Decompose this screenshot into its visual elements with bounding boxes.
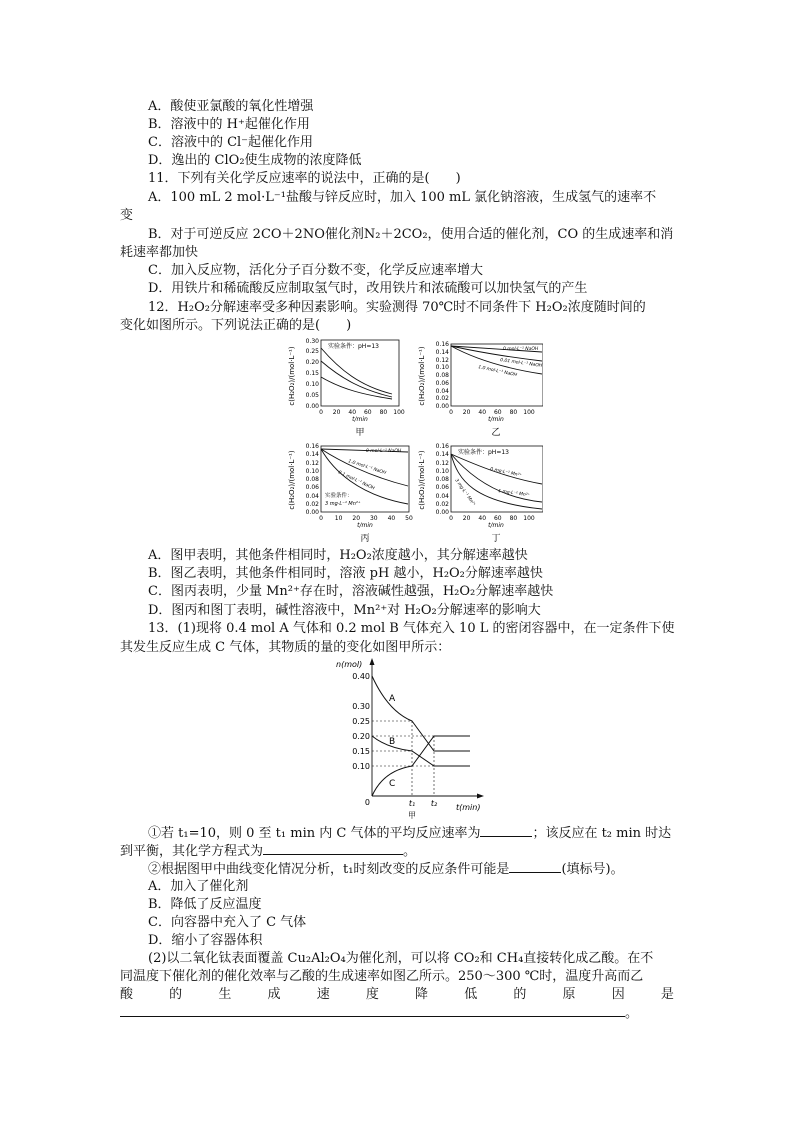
chart-yi-ylabel: c(H₂O₂)/(mol·L⁻¹) — [418, 346, 426, 406]
chart-yi-ytick: 0.00 — [435, 403, 449, 410]
chart-ding-xtick: 40 — [478, 515, 487, 522]
chart-bing-ytick: 0.10 — [305, 468, 319, 475]
chart-jia-ytick: 0.00 — [305, 403, 319, 410]
chart-yi — [418, 336, 543, 438]
chart-ding-ylabel: c(H₂O₂)/(mol·L⁻¹) — [418, 450, 426, 510]
q13-part2-end: 。 — [625, 1006, 639, 1021]
chart-bing-condition: 实验条件： — [325, 493, 353, 499]
chart-bing-ytick: 0.06 — [305, 484, 319, 491]
chart-yi-frame — [451, 344, 543, 406]
q13-graph-label-c: C — [389, 779, 396, 789]
chart-ding-xlabel: t/min — [488, 522, 504, 529]
q10-option-b: B．溶液中的 H⁺起催化作用 — [148, 117, 310, 132]
q13-part2-char: 低 — [464, 987, 478, 1002]
chart-ding-ytick: 0.10 — [435, 468, 449, 475]
q13-graph-ytick: 0.40 — [352, 672, 370, 681]
q13-part2-char: 速 — [316, 987, 330, 1002]
chart-ding-ytick: 0.08 — [435, 476, 449, 483]
q13-graph-ytick: 0.10 — [352, 762, 370, 771]
chart-bing — [288, 440, 413, 544]
q11-option-a-cont: 变 — [120, 208, 134, 223]
q11-option-b-cont: 耗速率都加快 — [120, 245, 199, 260]
chart-yi-ytick: 0.16 — [435, 341, 449, 348]
chart-jia-xlabel: t/min — [352, 416, 368, 423]
chart-yi-xtick: 80 — [509, 409, 518, 416]
chart-jia-ytick: 0.30 — [305, 338, 319, 345]
chart-ding-ytick: 0.06 — [435, 484, 449, 491]
chart-bing-caption: 丙 — [360, 534, 370, 544]
chart-yi-xtick: 40 — [478, 409, 487, 416]
q11-option-c: C．加入反应物，活化分子百分数不变，化学反应速率增大 — [148, 263, 483, 278]
q13-part2-char: 原 — [562, 987, 576, 1002]
chart-ding-xtick: 0 — [449, 515, 453, 522]
chart-bing-xlabel: t/min — [357, 522, 373, 529]
chart-yi-xtick: 100 — [523, 409, 535, 416]
chart-ding-ytick: 0.04 — [435, 493, 449, 500]
chart-yi-label-1naoh: 1.0 mol·L⁻¹ NaOH — [477, 365, 518, 379]
chart-ding-condition: 实验条件：pH=13 — [458, 449, 509, 456]
chart-jia-curve-1 — [321, 348, 392, 394]
q13-sub1-text-b: ；该反应在 t₂ min 时达 — [532, 826, 672, 841]
q13-sub1-text-c: 到平衡，其化学方程式为 — [120, 844, 264, 859]
q13-part2-char: 成 — [267, 987, 281, 1002]
chart-jia-ytick: 0.05 — [305, 392, 319, 399]
chart-yi-ytick: 0.08 — [435, 372, 449, 379]
q13-sub1 — [148, 824, 671, 842]
chart-yi-xtick: 60 — [493, 409, 502, 416]
q13-part2-cont: 同温度下催化剂的催化效率与乙酸的生成速率如图乙所示。250～300 ℃时，温度升高而乙 — [120, 969, 644, 984]
chart-jia-xtick: 20 — [332, 409, 341, 416]
chart-bing-ylabel: c(H₂O₂)/(mol·L⁻¹) — [288, 450, 296, 510]
q13-answer-blank-rate[interactable] — [480, 824, 532, 837]
chart-jia-caption: 甲 — [355, 428, 365, 438]
chart-ding-label-3mn: 3 mg·L⁻¹ Mn²⁺ — [453, 478, 476, 508]
chart-ding-ytick: 0.00 — [435, 509, 449, 516]
q13-option-b: B．降低了反应温度 — [148, 897, 262, 912]
q13-part2-char: 酸 — [120, 987, 134, 1002]
chart-yi-xlabel: t/min — [488, 416, 504, 423]
chart-bing-label-01naoh: 0.1 mol·L⁻¹ NaOH — [337, 470, 376, 492]
q12-option-c: C．图丙表明，少量 Mn²⁺存在时，溶液碱性越强，H₂O₂分解速率越快 — [148, 584, 554, 599]
q13-part2-char: 度 — [365, 987, 379, 1002]
chart-ding-ytick: 0.16 — [435, 443, 449, 450]
q11-option-d: D．用铁片和稀硫酸反应制取氢气时，改用铁片和浓硫酸可以加快氢气的产生 — [148, 281, 588, 296]
q13-part2-char: 生 — [218, 987, 232, 1002]
chart-bing-label-0naoh: 0 mol·L⁻¹ NaOH — [366, 449, 402, 454]
q12-option-b: B．图乙表明，其他条件相同时，溶液 pH 越小，H₂O₂分解速率越快 — [148, 566, 543, 581]
q11-stem: 11．下列有关化学反应速率的说法中，正确的是( ) — [148, 171, 461, 186]
chart-yi-xtick: 0 — [449, 409, 453, 416]
q13-graph-x-arrow — [477, 794, 484, 799]
chart-yi-label-001naoh: 0.01 mol·L⁻¹ NaOH — [499, 358, 543, 369]
q13-part2-char: 的 — [169, 987, 183, 1002]
q13-part2-answer-line — [120, 1004, 638, 1022]
chart-ding-xtick: 100 — [523, 515, 535, 522]
q13-part2-char: 降 — [415, 987, 429, 1002]
q13-graph-label-a: A — [389, 694, 396, 704]
chart-yi-label-0naoh: 0 mol·L⁻¹ NaOH — [503, 347, 539, 352]
chart-ding-ytick: 0.12 — [435, 460, 449, 467]
chart-ding-ytick: 0.02 — [435, 501, 449, 508]
q13-answer-blank-equation[interactable] — [263, 842, 403, 855]
chart-jia-condition: 实验条件：pH=13 — [328, 343, 379, 350]
q13-part2: (2)以二氧化钛表面覆盖 Cu₂Al₂O₄为催化剂，可以将 CO₂和 CH₄直接转化成乙酸。在不 — [148, 951, 654, 966]
chart-jia-ytick: 0.15 — [305, 370, 319, 377]
chart-yi-caption: 乙 — [491, 428, 501, 438]
chart-jia-curve-3 — [321, 377, 392, 399]
chart-jia-ytick: 0.10 — [305, 381, 319, 388]
q10-option-d: D．逸出的 ClO₂使生成物的浓度降低 — [148, 153, 362, 168]
q13-graph-caption: 甲 — [408, 811, 416, 820]
q13-sub2 — [148, 860, 624, 878]
q13-sub1-cont — [120, 842, 416, 860]
q13-part2-char: 的 — [513, 987, 527, 1002]
q13-graph-ytick: 0.30 — [352, 702, 370, 711]
chart-jia-ytick: 0.25 — [305, 348, 319, 355]
chart-bing-xtick: 40 — [387, 515, 396, 522]
chart-yi-ytick: 0.06 — [435, 380, 449, 387]
chart-bing-ytick: 0.08 — [305, 476, 319, 483]
chart-bing-xtick: 50 — [405, 515, 413, 522]
q10-option-a: A．酸使亚氯酸的氧化性增强 — [148, 99, 314, 114]
q13-graph-ytick: 0.25 — [352, 717, 370, 726]
chart-bing-ytick: 0.02 — [305, 501, 319, 508]
q13-graph-y-arrow — [370, 658, 375, 665]
q13-graph-xlabel: t(min) — [456, 803, 481, 812]
chart-jia-xtick: 60 — [363, 409, 372, 416]
chart-yi-ytick: 0.02 — [435, 395, 449, 402]
chart-yi-ytick: 0.14 — [435, 349, 449, 356]
chart-jia-ylabel: c(H₂O₂)/(mol·L⁻¹) — [288, 346, 296, 406]
chart-bing-ytick: 0.12 — [305, 460, 319, 467]
q12-stem: 12．H₂O₂分解速率受多种因素影响。实验测得 70℃时不同条件下 H₂O₂浓度随时间的 — [148, 300, 646, 315]
q13-part2-char: 因 — [611, 987, 625, 1002]
q13-option-d: D．缩小了容器体积 — [148, 933, 263, 948]
q13-graph — [330, 656, 490, 820]
q12-stem-cont: 变化如图所示。下列说法正确的是( ) — [120, 318, 352, 333]
chart-jia-xtick: 0 — [319, 409, 323, 416]
chart-bing-xtick: 20 — [352, 515, 361, 522]
chart-ding — [418, 440, 543, 544]
chart-ding-label-0mn: 0 mg·L⁻¹ Mn²⁺ — [489, 467, 522, 479]
q13-graph-curve-a — [372, 676, 470, 751]
q13-stem-cont: 其发生反应生成 C 气体，其物质的量的变化如图甲所示： — [120, 640, 451, 655]
chart-bing-ytick: 0.00 — [305, 509, 319, 516]
q13-answer-blank-option[interactable] — [509, 860, 561, 873]
chart-yi-ytick: 0.04 — [435, 388, 449, 395]
q11-option-a: A．100 mL 2 mol·L⁻¹盐酸与锌反应时，加入 100 mL 氯化钠溶液，生成氢气的速率不 — [148, 190, 657, 205]
q13-graph-xtick-t2: t₂ — [430, 799, 438, 808]
chart-bing-ytick: 0.14 — [305, 451, 319, 458]
q13-option-c: C．向容器中充入了 C 气体 — [148, 915, 307, 930]
chart-jia-xtick: 80 — [379, 409, 388, 416]
q12-option-a: A．图甲表明，其他条件相同时，H₂O₂浓度越小，其分解速率越快 — [148, 548, 528, 563]
q13-graph-label-b: B — [389, 737, 396, 747]
chart-ding-ytick: 0.14 — [435, 451, 449, 458]
q13-graph-xtick-t1: t₁ — [408, 799, 416, 808]
chart-bing-xtick: 0 — [319, 515, 323, 522]
chart-bing-label-1naoh: 1.0 mol·L⁻¹ NaOH — [347, 459, 387, 477]
chart-bing-condition-mn: 3 mg·L⁻¹ Mn²⁺ — [325, 501, 361, 507]
chart-yi-xtick: 20 — [462, 409, 471, 416]
q13-part2-char: 是 — [660, 987, 674, 1002]
q13-graph-ylabel: n(mol) — [336, 660, 363, 669]
chart-bing-xtick: 30 — [369, 515, 378, 522]
chart-bing-ytick: 0.16 — [305, 443, 319, 450]
q13-sub1-text: ①若 t₁=10，则 0 至 t₁ min 内 C 气体的平均反应速率为 — [148, 826, 481, 841]
q12-option-d: D．图丙和图丁表明，碱性溶液中，Mn²⁺对 H₂O₂分解速率的影响大 — [148, 603, 541, 618]
q13-graph-ytick: 0.15 — [352, 747, 370, 756]
chart-jia-ytick: 0.20 — [305, 359, 319, 366]
chart-bing-ytick: 0.04 — [305, 493, 319, 500]
q13-sub2-text: ②根据图甲中曲线变化情况分析，t₁时刻改变的反应条件可能是 — [148, 862, 510, 877]
chart-yi-ytick: 0.10 — [435, 364, 449, 371]
q13-part2-justified — [120, 986, 674, 1003]
chart-yi-ytick: 0.12 — [435, 357, 449, 364]
q11-option-b: B．对于可逆反应 2CO＋2NO催化剂N₂＋2CO₂，使用合适的催化剂，CO 的生成速率和消 — [148, 227, 674, 242]
chart-ding-xtick: 80 — [509, 515, 518, 522]
q13-stem: 13．(1)现将 0.4 mol A 气体和 0.2 mol B 气体充入 10 L 的密闭容器中，在一定条件下使 — [148, 621, 675, 636]
chart-bing-xtick: 10 — [334, 515, 343, 522]
q13-sub1-text-d: 。 — [403, 844, 417, 859]
chart-ding-label-1mn: 1 mg·L⁻¹ Mn²⁺ — [497, 489, 531, 499]
q13-graph-origin: 0 — [364, 798, 370, 807]
chart-jia-xtick: 40 — [348, 409, 357, 416]
q13-answer-blank-reason[interactable] — [120, 1004, 625, 1017]
chart-jia — [288, 336, 413, 438]
chart-jia-xtick: 100 — [393, 409, 405, 416]
q13-option-a: A．加入了催化剂 — [148, 879, 249, 894]
q13-sub2-text-b: (填标号)。 — [561, 862, 624, 877]
q13-graph-ytick: 0.20 — [352, 732, 370, 741]
chart-ding-xtick: 20 — [462, 515, 471, 522]
q10-option-c: C．溶液中的 Cl⁻起催化作用 — [148, 135, 314, 150]
chart-ding-caption: 丁 — [491, 534, 501, 544]
chart-ding-xtick: 60 — [493, 515, 502, 522]
